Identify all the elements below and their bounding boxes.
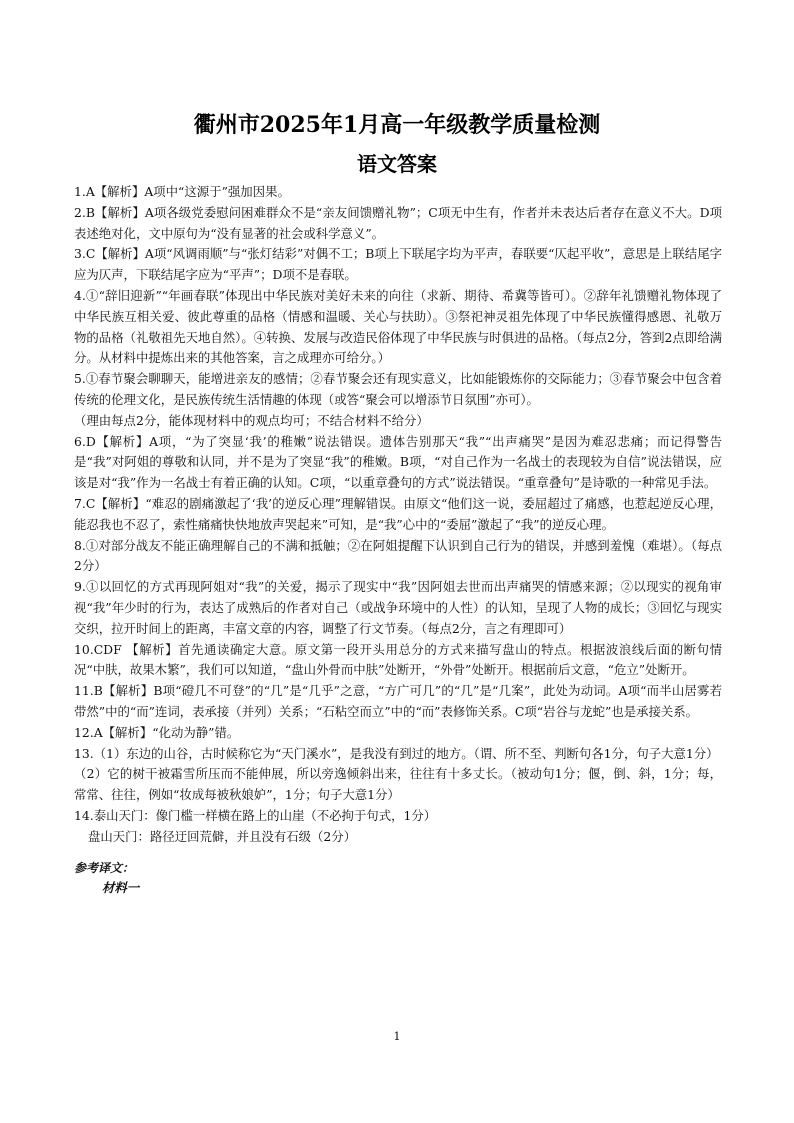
answer-8: 8.①对部分战友不能正确理解自己的不满和抵触；②在阿姐提醒下认识到自己行为的错误，并感到羞愧（难堪）。（每点2分） [74,537,722,574]
answer-4: 4.①“辞旧迎新”“年画春联”体现出中华民族对美好未来的向往（求新、期待、希冀等皆可）。②辞年礼馈赠礼物体现了中华民族互相关爱、彼此尊重的品格（情感和温暖、关心与扶助）。③祭祀神灵祖先体现了中华民族懂得感恩、礼敬万物的品格（礼敬祖先天地自然）。④转换、发展与改造民俗体现了中华民族与时俱进的品格。（每点2分，答到2点即给满分。从材料中提炼出来的其他答案，言之成理亦可给分。） [74,287,722,366]
answer-13-2: （2）它的树干被霜雪所压而不能伸展，所以旁逸倾斜出来，往往有十多丈长。（被动句1分；偃，倒、斜，1分；每，常常、往往，例如“妆成每被秋娘妒”，1分；句子大意1分） [74,766,722,803]
document-subtitle: 语文答案 [357,152,437,176]
answer-14-taishan: 14.泰山天门：像门槛一样横在路上的山崖（不必拘于句式，1分） [74,807,437,823]
answer-5: 5.①春节聚会聊聊天，能增进亲友的感情；②春节聚会还有现实意义，比如能锻炼你的交际能力；③春节聚会中包含着传统的伦理文化，是民族传统生活情趣的体现（或答“聚会可以增添节日氛围”亦可）。 [74,371,722,407]
answer-6: 6.D【解析】A项，“为了突显‘我’的稚嫩”说法错误。遗体告别那天“我”“出声痛哭”是因为难忍悲痛；而记得警告是“我”对阿姐的尊敬和认同，并不是为了突显“我”的稚嫩。B项，“对自己作为一名战士的表现较为自信”说法错误，应该是对“我”作为一名战士有着正确的认知。C项，“以重章叠句的方式”说法错误。“重章叠句”是诗歌的一种常见手法。 [74,433,722,491]
answer-14-panshan: 盘山天门：路径迂回荒僻，并且没有石级（2分） [88,828,357,844]
answer-7: 7.C【解析】“难忍的剧痛激起了‘我’的逆反心理”理解错误。由原文“他们这一说，委屈超过了痛感，也惹起逆反心理，能忍我也不忍了，索性痛痛快快地放声哭起来”可知，是“我”心中的“委屈”激起了“我”的逆反心理。 [74,495,722,532]
answer-12: 12.A【解析】“化动为静”错。 [74,724,240,740]
page-number: 1 [393,1030,401,1043]
answer-13-1: 13.（1）东边的山谷，古时候称它为“天门溪水”，是我没有到过的地方。（谓、所不至、判断句各1分，句子大意1分） [74,745,719,761]
answer-2: 2.B【解析】A项各级党委慰问困难群众不是“亲友间馈赠礼物”；C项无中生有，作者并未表达后者存在意义不大。D项表述绝对化，文中原句为“没有显著的社会或科学意义”。 [74,204,722,241]
answer-10: 10.CDF 【解析】首先通读确定大意。原文第一段开头用总分的方式来描写盘山的特点。根据波浪线后面的断句情况“中肤，故果木繁”，我们可以知道，“盘山外骨而中肤”处断开，“外骨”处断开。根据前后文意，“危立”处断开。 [74,641,722,678]
answer-1: 1.A【解析】A项中“这源于”强加因果。 [74,184,290,199]
answer-11: 11.B【解析】B项“磴几不可登”的“几”是“几乎”之意，“方广可几”的“几”是“几案”，此处为动词。A项“而半山居雾若带然”中的“而”连词，表承接（并列）关系；“石粘空而立”中的“而”表修饰关系。C项“岩谷与龙蛇”也是承接关系。 [74,683,722,719]
answer-9: 9.①以回忆的方式再现阿姐对“我”的关爱，揭示了现实中“我”因阿姐去世而出声痛哭的情感来源；②以现实的视角审视“我”年少时的行为，表达了成熟后的作者对自己（或战争环境中的人性）的认知，呈现了人物的成长；③回忆与现实交织，拉开时间上的距离，丰富文章的内容，调整了行文节奏。（每点2分，言之有理即可） [74,579,722,636]
document-title: 衢州市2025年1月高一年级教学质量检测 [193,112,601,138]
answer-3: 3.C【解析】A项“风调雨顺”与“张灯结彩”对偶不工；B项上下联尾字均为平声，春联要“仄起平收”，意思是上联结尾字应为仄声，下联结尾字应为“平声”；D项不是春联。 [74,246,722,283]
answer-5-note: （理由每点2分，能体现材料中的观点均可；不结合材料不给分） [74,412,429,428]
reference-translation-title: 参考译文： [74,860,135,875]
reference-material-title: 材料一 [102,880,140,896]
answer-content [74,182,722,899]
